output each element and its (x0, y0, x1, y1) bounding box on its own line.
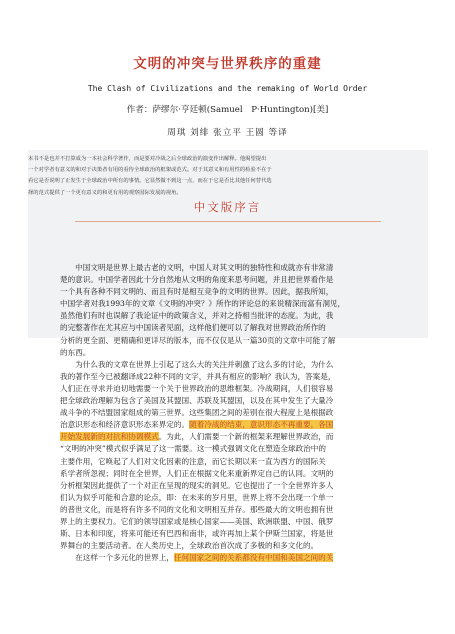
preface-line (60, 443, 396, 455)
preface-line (60, 274, 396, 286)
preface-line (60, 528, 396, 540)
preface-line (60, 310, 396, 322)
english-title: The Clash of Civilizations and the remaking of World Order (87, 84, 368, 93)
line-text: 治意识形态和经济意识形态来界定的。 (60, 420, 190, 430)
highlighted-text: 任何国家之间的关系都没有中国和美国之间的关 (173, 553, 334, 563)
section-divider (75, 221, 381, 222)
line-text: 界舞台的主要活动者。在人类历史上，全球政治首次成了多极的和多文化的。 (60, 541, 319, 551)
summary-line: 看它是否说明了正发生于全球政治中所有的事情。它显然做不到这一点，而在于它是否比其他任何替代选 (28, 178, 272, 185)
preface-line (60, 552, 396, 564)
preface-line (60, 371, 396, 383)
line-text: 主要作用，它唤起了人们对文化因素的注意，而它长期以来一直为西方的国际关 (60, 456, 326, 466)
preface-body (60, 262, 396, 564)
line-text: 的完整著作在尤其应与中国读者见面，这样他们便可以了解我对世界政治所作的 (60, 323, 326, 333)
line-text: 分析框架因此提供了一个对正在呈现的现实的洞见。它也提出了一个全世界许多人 (60, 480, 334, 490)
line-text: 中国文明是世界上最古老的文明，中国人对其文明的独特性和成就亦有非常清 (60, 263, 334, 272)
preface-line (60, 431, 396, 443)
preface-line (60, 456, 396, 468)
line-text: 虽然他们有时也误解了我论证中的政策含义，并对之持相当批评的态度。为此，我 (60, 311, 334, 321)
line-text: 一个具有各种不同文明的、而且有时是相互竞争的文明的世界。因此，据我所知， (60, 287, 334, 297)
line-text: 我的著作至今已被翻译成22种不同的文字，并具有相应的影响？我认为，答案是， (60, 371, 336, 381)
preface-line (60, 359, 396, 371)
highlighted-text: 开始发展新的对抗和协调模式 (60, 432, 159, 442)
book-title: 文明的冲突与世界秩序的重建 (133, 56, 322, 72)
line-text: 系学者所忽视；同时在全世界，人们正在根据文化来重新界定自己的认同。文明的 (60, 468, 334, 478)
preface-line (60, 480, 396, 492)
summary-line: 本书不是也并不打算成为一本社会科学著作，而是要对冷战之后全球政治的演变作出解释。他渴望提出 (28, 156, 267, 162)
preface-line (60, 468, 396, 480)
preface-line (60, 335, 396, 347)
book-summary (28, 154, 428, 199)
preface-title: 中文版序言 (193, 200, 262, 214)
author-line: 作者：萨缪尔·亨廷顿(Samuel P·Huntington)[美] (126, 105, 329, 115)
summary-line: 择的范式提供了一个更有意义的和更有用的观察国际发展的视角。 (28, 189, 182, 196)
preface-line (60, 347, 396, 359)
preface-line (60, 286, 396, 298)
line-text: 战斗争的不结盟国家组成的第三世界。这些集团之间的差别在很大程度上是根据政 (60, 408, 334, 418)
line-text: 在这样一个多元化的世界上， (60, 553, 174, 563)
line-text: 。为此，人们需要一个新的框架来理解世界政治，而 (158, 432, 334, 442)
line-text: 们认为似乎可能和合意的论点，即：在未来的岁月里，世界上将不会出现一个单一 (60, 492, 334, 502)
preface-line (60, 262, 396, 274)
line-text: 为什么我的文章在世界上引起了这么大的关注并刺激了这么多的讨论，为什么 (60, 359, 334, 369)
line-text: 把全球政治理解为包含了美国及其盟国、苏联及其盟国，以及在其中发生了大量冷 (60, 396, 334, 406)
line-text: 中国学者对我1993年的文章《文明的冲突？》所作的评论总的来说精深而富有洞见， (60, 299, 346, 309)
line-text: 人们正在寻求并迫切地需要一个关于世界政治的思维框架。冷战期间，人们很容易 (60, 383, 334, 393)
preface-line (60, 419, 396, 431)
preface-line (60, 298, 396, 310)
preface-line (60, 504, 396, 516)
summary-line: 一个对学者有意义的和对于决策者有用的看待全球政治的框架或范式。对于其意义和有用性的检验不在于 (28, 167, 272, 174)
highlighted-text: 随着冷战的结束，意识形态不再重要，各国 (189, 420, 334, 430)
line-text: 的普世文化，而是将有许多不同的文化和文明相互并存。那些最大的文明也拥有世 (60, 504, 334, 514)
translators-line: 周琪 刘绯 张立平 王圆 等译 (167, 128, 288, 138)
preface-line (60, 395, 396, 407)
preface-line (60, 516, 396, 528)
line-text: 楚的意识。中国学者因此十分自然地从文明的角度来思考问题，并且把世界看作是 (60, 275, 334, 285)
line-text: “文明的冲突”模式似乎满足了这一需要。这一模式强调文化在塑造全球政治中的 (60, 444, 326, 454)
line-text: 的东西。 (60, 347, 91, 357)
preface-line (60, 407, 396, 419)
line-text: 斯、日本和印度，将来可能还有巴西和南非，或许再加上某个伊斯兰国家，将是世 (60, 529, 334, 539)
preface-line (60, 383, 396, 395)
preface-line (60, 540, 396, 552)
preface-line (60, 322, 396, 334)
preface-line (60, 492, 396, 504)
line-text: 分析的更全面、更精确和更详尽的版本，而不仅仅是从一篇30页的文章中可能了解 (60, 335, 336, 345)
line-text: 界上的主要权力。它们的领导国家或是核心国家——美国、欧洲联盟、中国、俄罗 (60, 516, 334, 526)
